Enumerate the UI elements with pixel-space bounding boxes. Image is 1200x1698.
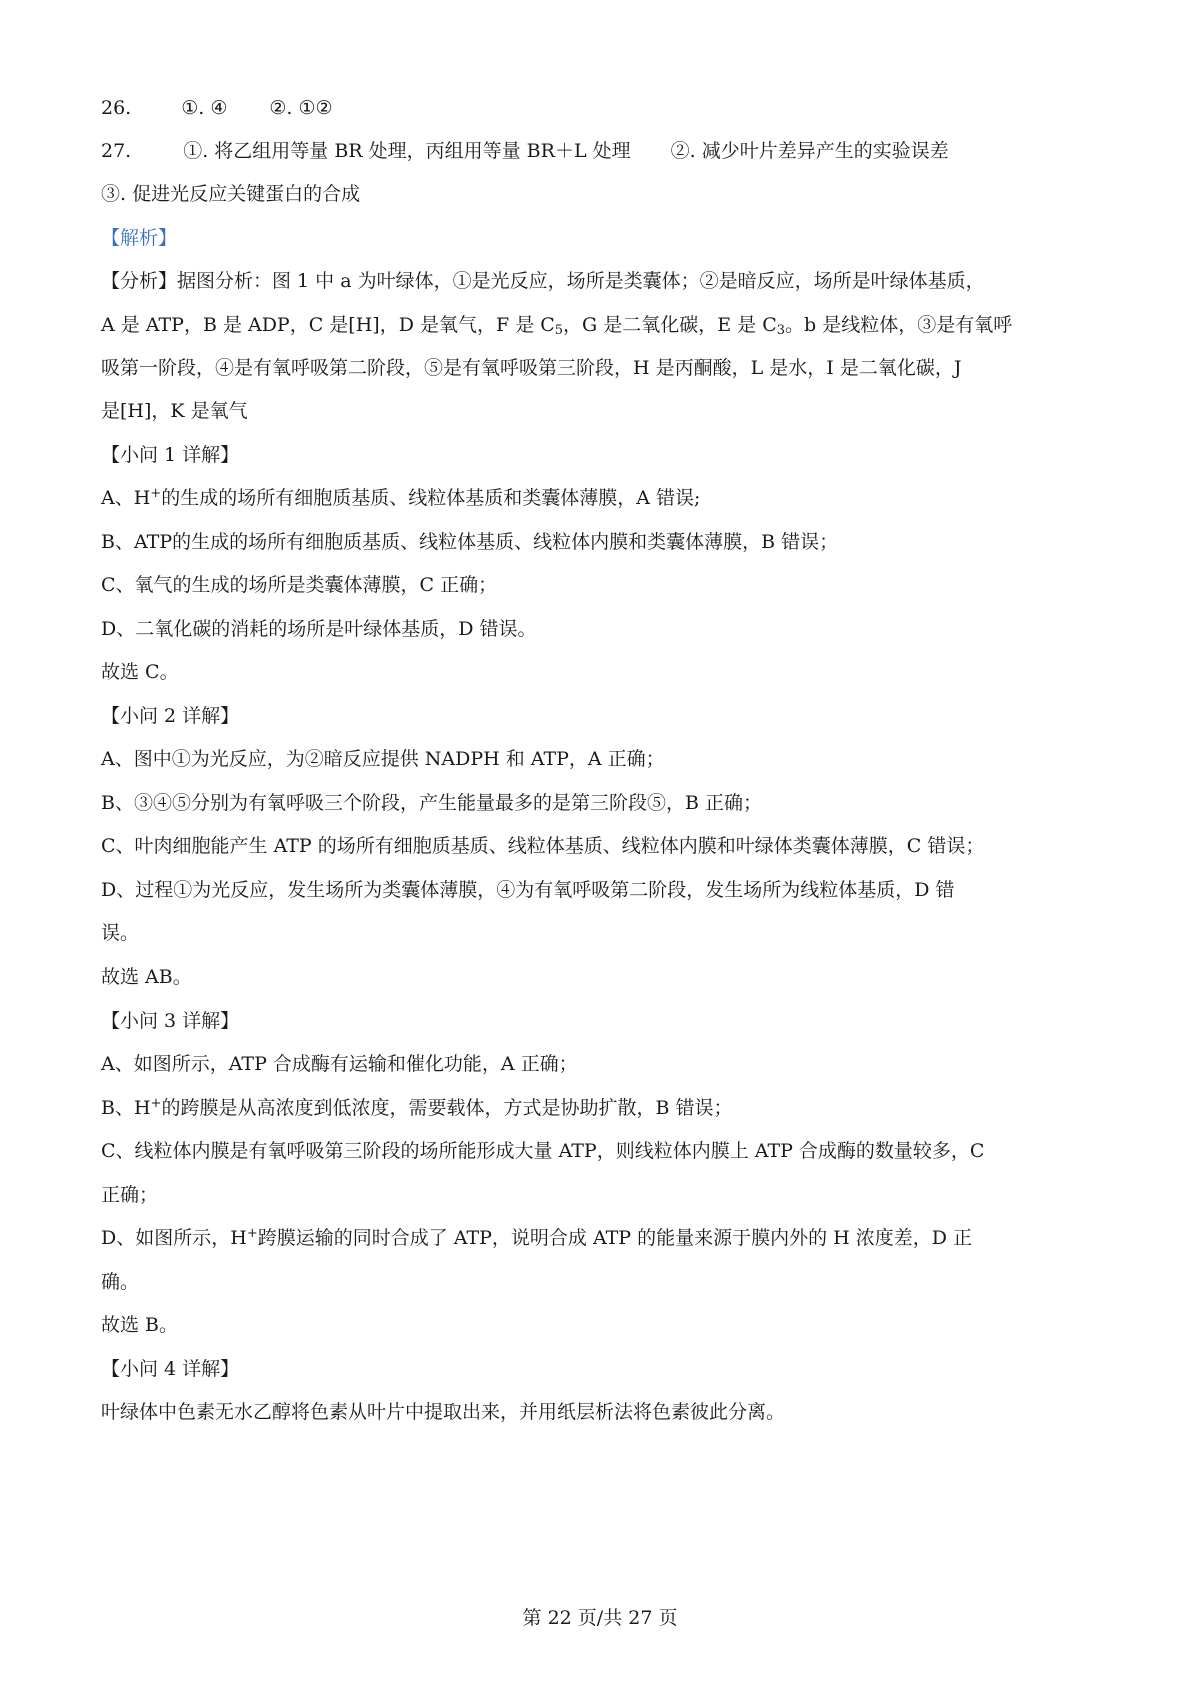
option-text: 跨膜运输的同时合成了 ATP，说明合成 ATP 的能量来源于膜内外的 H 浓度差，D 正 [257, 1227, 973, 1249]
answer-27 [101, 138, 949, 164]
analysis-line: 是[H]，K 是氧气 [101, 400, 248, 422]
section-heading: 【小问 4 详解】 [101, 1358, 240, 1380]
superscript: + [150, 486, 162, 501]
question-number: 26. [101, 97, 132, 119]
question-number: 27. [101, 140, 132, 162]
conclusion: 故选 B。 [101, 1314, 179, 1336]
option-a: A、图中①为光反应，为②暗反应提供 NADPH 和 ATP，A 正确； [101, 748, 665, 770]
option-c-cont: 正确； [101, 1184, 159, 1206]
answer-2: ②. ①② [269, 97, 333, 119]
analysis-line: 【分析】据图分析：图 1 中 a 为叶绿体，①是光反应，场所是类囊体；②是暗反应，场所是叶绿体基质， [101, 270, 985, 292]
page-footer: 第 22 页/共 27 页 [522, 1607, 678, 1629]
conclusion: 故选 AB。 [101, 966, 192, 988]
option-a [101, 485, 700, 511]
answer-2: ②. 减少叶片差异产生的实验误差 [670, 140, 949, 162]
subscript: 3 [776, 323, 786, 338]
analysis-line: 吸第一阶段，④是有氧呼吸第二阶段，⑤是有氧呼吸第三阶段，H 是丙酮酸，L 是水，I 是二氧化碳，J [101, 357, 962, 379]
section-heading: 【小问 1 详解】 [101, 444, 240, 466]
analysis-text: 。b 是线粒体，③是有氧呼 [785, 314, 1013, 336]
q4-text: 叶绿体中色素无水乙醇将色素从叶片中提取出来，并用纸层析法将色素彼此分离。 [101, 1401, 786, 1423]
option-c: C、叶肉细胞能产生 ATP 的场所有细胞质基质、线粒体基质、线粒体内膜和叶绿体类囊体薄膜，C 错误； [101, 835, 985, 857]
option-d [101, 1225, 972, 1251]
option-text: A、H [101, 487, 151, 509]
answer-27-3 [101, 181, 360, 207]
option-text: 的跨膜是从高浓度到低浓度，需要载体，方式是协助扩散，B 错误； [161, 1097, 733, 1119]
analysis-text: ，G 是二氧化碳，E 是 C [563, 314, 777, 336]
option-b: B、ATP的生成的场所有细胞质基质、线粒体基质、线粒体内膜和类囊体薄膜，B 错误； [101, 531, 839, 553]
option-b [101, 1095, 732, 1121]
section-heading: 【小问 3 详解】 [101, 1010, 240, 1032]
option-d-cont: 误。 [101, 922, 140, 944]
superscript: + [246, 1226, 258, 1241]
option-text: 的生成的场所有细胞质基质、线粒体基质和类囊体薄膜，A 错误; [161, 487, 701, 509]
option-text: D、如图所示，H [101, 1227, 247, 1249]
analysis-heading: 【解析】 [101, 227, 178, 249]
answer-1: ①. ④ [181, 97, 228, 119]
option-c: C、线粒体内膜是有氧呼吸第三阶段的场所能形成大量 ATP，则线粒体内膜上 ATP 合成酶的数量较多，C [101, 1140, 985, 1162]
option-text: B、H [101, 1097, 151, 1119]
option-a: A、如图所示，ATP 合成酶有运输和催化功能，A 正确； [101, 1053, 578, 1075]
conclusion: 故选 C。 [101, 661, 179, 683]
answer-1: ①. 将乙组用等量 BR 处理，丙组用等量 BR＋L 处理 [183, 140, 631, 162]
option-d: D、二氧化碳的消耗的场所是叶绿体基质，D 错误。 [101, 618, 537, 640]
option-b: B、③④⑤分别为有氧呼吸三个阶段，产生能量最多的是第三阶段⑤，B 正确； [101, 792, 762, 814]
answer-26 [101, 95, 333, 121]
analysis-text: A 是 ATP，B 是 ADP，C 是[H]，D 是氧气，F 是 C [101, 314, 555, 336]
section-heading: 【小问 2 详解】 [101, 705, 240, 727]
subscript: 5 [554, 323, 564, 338]
option-d: D、过程①为光反应，发生场所为类囊体薄膜，④为有氧呼吸第二阶段，发生场所为线粒体基质，D 错 [101, 879, 955, 901]
option-d-cont: 确。 [101, 1271, 140, 1293]
answer-3: ③. 促进光反应关键蛋白的合成 [101, 183, 361, 205]
analysis-line [101, 312, 1012, 338]
superscript: + [150, 1096, 162, 1111]
option-c: C、氧气的生成的场所是类囊体薄膜，C 正确； [101, 574, 498, 596]
